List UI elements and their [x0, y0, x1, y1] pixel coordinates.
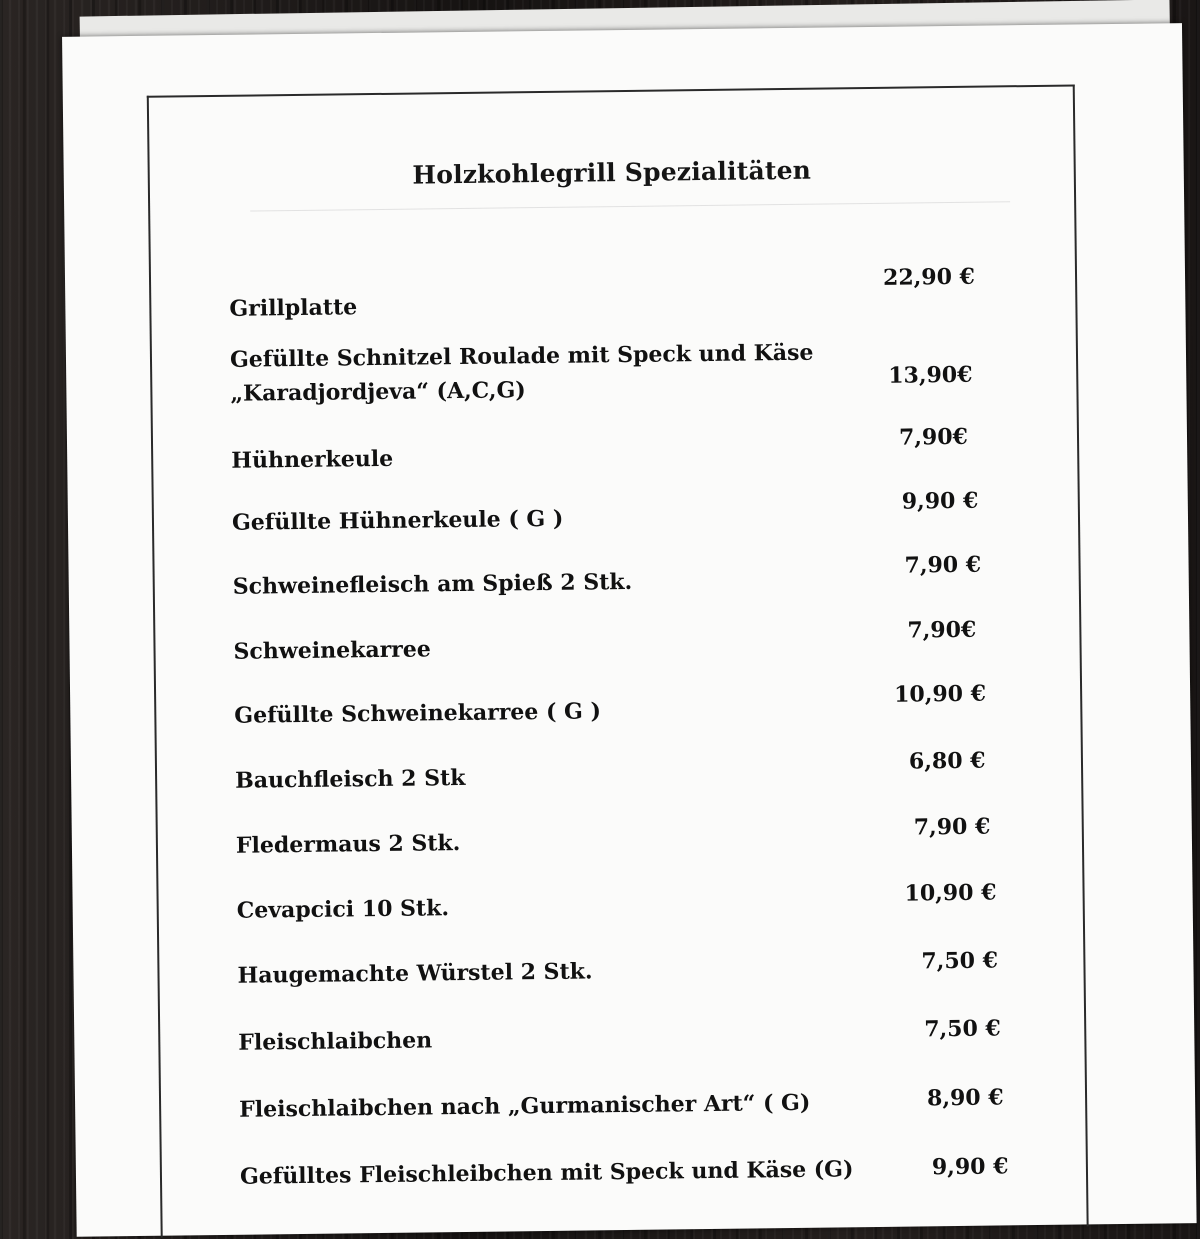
menu-item-subtitle: „Karadjordjeva“ (A,C,G) [230, 377, 526, 407]
menu-item-price: 7,90€ [907, 616, 977, 644]
menu-item-price: 6,80 € [908, 747, 986, 775]
menu-item: Fledermaus 2 Stk. [235, 830, 461, 859]
menu-item: Cevapcici 10 Stk. [236, 895, 450, 924]
menu-item-price: 7,50 € [921, 947, 999, 975]
menu-item: Gefüllte Hühnerkeule ( G ) [231, 505, 564, 536]
menu-item: Schweinekarree [233, 636, 431, 665]
menu-item: Grillplatte [229, 294, 358, 322]
menu-item-price: 7,50 € [924, 1015, 1001, 1043]
menu-item-price: 9,90 € [901, 487, 979, 515]
menu-item: Hühnerkeule [231, 445, 394, 474]
menu-item: Schweinefleisch am Spieß 2 Stk. [232, 568, 633, 600]
menu-item-price: 10,90 € [893, 680, 987, 708]
menu-page [62, 23, 1197, 1237]
menu-item-price: 10,90 € [904, 879, 997, 907]
title-divider [250, 201, 1010, 211]
menu-item-price: 22,90 € [882, 263, 976, 291]
menu-item: Gefüllte Schnitzel Roulade mit Speck und Käse [229, 339, 814, 373]
menu-title: Holzkohlegrill Spezialitäten [412, 155, 812, 190]
menu-item-price: 7,90€ [898, 423, 969, 451]
menu-item: Haugemachte Würstel 2 Stk. [237, 958, 593, 989]
menu-item-price: 13,90€ [888, 361, 973, 389]
menu-item: Bauchfleisch 2 Stk [234, 764, 466, 794]
menu-item-price: 7,90 € [904, 551, 982, 579]
menu-item-price: 8,90 € [926, 1084, 1004, 1112]
menu-item: Gefüllte Schweinekarree ( G ) [234, 698, 602, 729]
menu-item-price: 7,90 € [913, 813, 991, 841]
menu-item: Fleischlaibchen [238, 1027, 433, 1056]
page-border [147, 84, 1089, 1237]
menu-item: Gefülltes Fleischleibchen mit Speck und Käse (G) [239, 1156, 854, 1190]
menu-item-price: 9,90 € [931, 1153, 1009, 1181]
menu-item: Fleischlaibchen nach „Gurmanischer Art“ ( G) [239, 1089, 811, 1123]
